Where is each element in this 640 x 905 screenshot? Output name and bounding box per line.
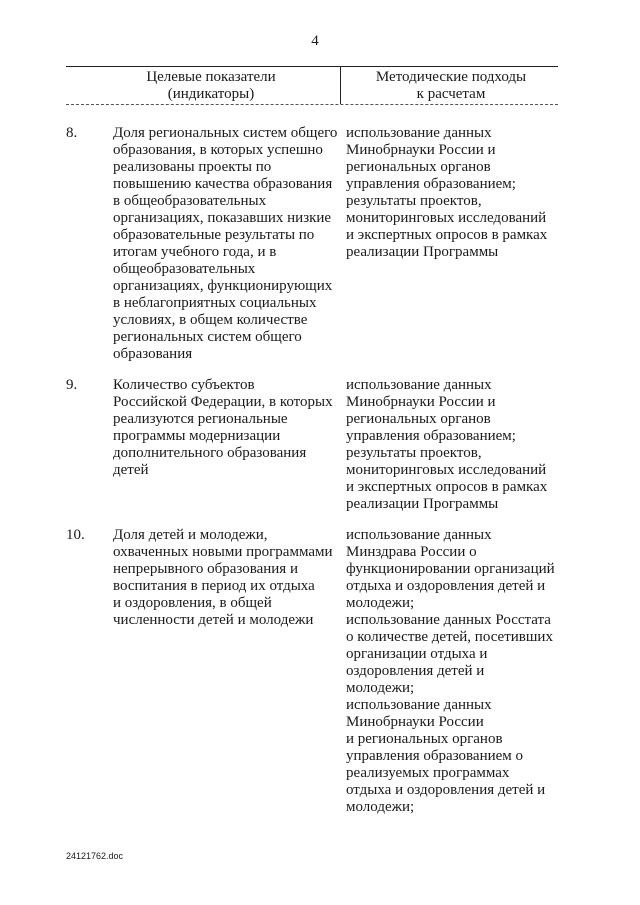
text-line: охваченных новыми программами xyxy=(113,544,333,560)
text-line: итогам учебного года, и в xyxy=(113,244,277,260)
text-line: управления образованием о xyxy=(346,748,524,764)
method-text xyxy=(346,125,558,261)
method-text xyxy=(346,527,558,816)
header-line: (индикаторы) xyxy=(167,86,255,102)
text-line: воспитания в период их отдыха xyxy=(113,578,315,594)
page-number: 4 xyxy=(311,33,319,49)
text-line: Минобрнауки России xyxy=(346,714,484,730)
header-bottom-rule xyxy=(66,104,558,105)
text-line: результаты проектов, xyxy=(346,445,482,461)
text-line: использование данных xyxy=(346,527,492,543)
text-line: управления образованием; xyxy=(346,428,516,444)
header-target-indicators xyxy=(98,69,324,103)
header-line: Целевые показатели xyxy=(146,69,276,85)
row-number: 9. xyxy=(66,377,78,393)
text-line: образования, в которых успешно xyxy=(113,142,323,158)
indicator-text xyxy=(113,125,338,363)
text-line: использование данных xyxy=(346,125,492,141)
table-top-rule xyxy=(66,66,558,67)
text-line: мониторинговых исследований xyxy=(346,462,547,478)
text-line: программы модернизации xyxy=(113,428,281,444)
text-line: управления образованием; xyxy=(346,176,516,192)
text-line: повышению качества образования xyxy=(113,176,333,192)
text-line: реализации Программы xyxy=(346,244,499,260)
text-line: реализованы проекты по xyxy=(113,159,272,175)
method-text xyxy=(346,377,558,513)
text-line: Минздрава России о xyxy=(346,544,477,560)
text-line: молодежи; xyxy=(346,799,415,815)
text-line: численности детей и молодежи xyxy=(113,612,314,628)
text-line: и региональных органов xyxy=(346,731,503,747)
text-line: отдыха и оздоровления детей и xyxy=(346,782,546,798)
text-line: о количестве детей, посетивших xyxy=(346,629,553,645)
text-line: организации отдыха и xyxy=(346,646,488,662)
text-line: отдыха и оздоровления детей и xyxy=(346,578,546,594)
text-line: результаты проектов, xyxy=(346,193,482,209)
text-line: реализации Программы xyxy=(346,496,499,512)
text-line: общеобразовательных xyxy=(113,261,256,277)
text-line: Доля детей и молодежи, xyxy=(113,527,268,543)
text-line: в общеобразовательных xyxy=(113,193,267,209)
text-line: мониторинговых исследований xyxy=(346,210,547,226)
text-line: использование данных Росстата xyxy=(346,612,551,628)
text-line: оздоровления детей и xyxy=(346,663,485,679)
header-line: Методические подходы xyxy=(375,69,527,85)
header-methodical-approaches xyxy=(346,69,556,103)
text-line: и экспертных опросов в рамках xyxy=(346,479,548,495)
text-line: дополнительного образования xyxy=(113,445,307,461)
text-line: использование данных xyxy=(346,377,492,393)
document-filename: 24121762.doc xyxy=(66,851,124,861)
text-line: использование данных xyxy=(346,697,492,713)
text-line: молодежи; xyxy=(346,680,415,696)
text-line: и экспертных опросов в рамках xyxy=(346,227,548,243)
text-line: региональных органов xyxy=(346,411,491,427)
header-column-divider xyxy=(340,66,341,104)
text-line: и оздоровления, в общей xyxy=(113,595,272,611)
header-line: к расчетам xyxy=(416,86,486,102)
text-line: условиях, в общем количестве xyxy=(113,312,308,328)
text-line: Количество субъектов xyxy=(113,377,255,393)
text-line: образовательные результаты по xyxy=(113,227,315,243)
indicator-text xyxy=(113,377,333,479)
text-line: Доля региональных систем общего xyxy=(113,125,338,141)
row-number: 10. xyxy=(66,527,85,543)
row-number: 8. xyxy=(66,125,78,141)
indicator-text xyxy=(113,527,333,629)
text-line: детей xyxy=(113,462,149,478)
text-line: молодежи; xyxy=(346,595,415,611)
text-line: региональных органов xyxy=(346,159,491,175)
text-line: Российской Федерации, в которых xyxy=(113,394,333,410)
text-line: организациях, показавших низкие xyxy=(113,210,332,226)
text-line: функционировании организаций xyxy=(346,561,555,577)
text-line: организациях, функционирующих xyxy=(113,278,333,294)
text-line: реализуемых программах xyxy=(346,765,510,781)
text-line: Минобрнауки России и xyxy=(346,394,496,410)
text-line: непрерывного образования и xyxy=(113,561,298,577)
text-line: в неблагоприятных социальных xyxy=(113,295,317,311)
text-line: образования xyxy=(113,346,193,362)
text-line: Минобрнауки России и xyxy=(346,142,496,158)
text-line: региональных систем общего xyxy=(113,329,302,345)
text-line: реализуются региональные xyxy=(113,411,288,427)
